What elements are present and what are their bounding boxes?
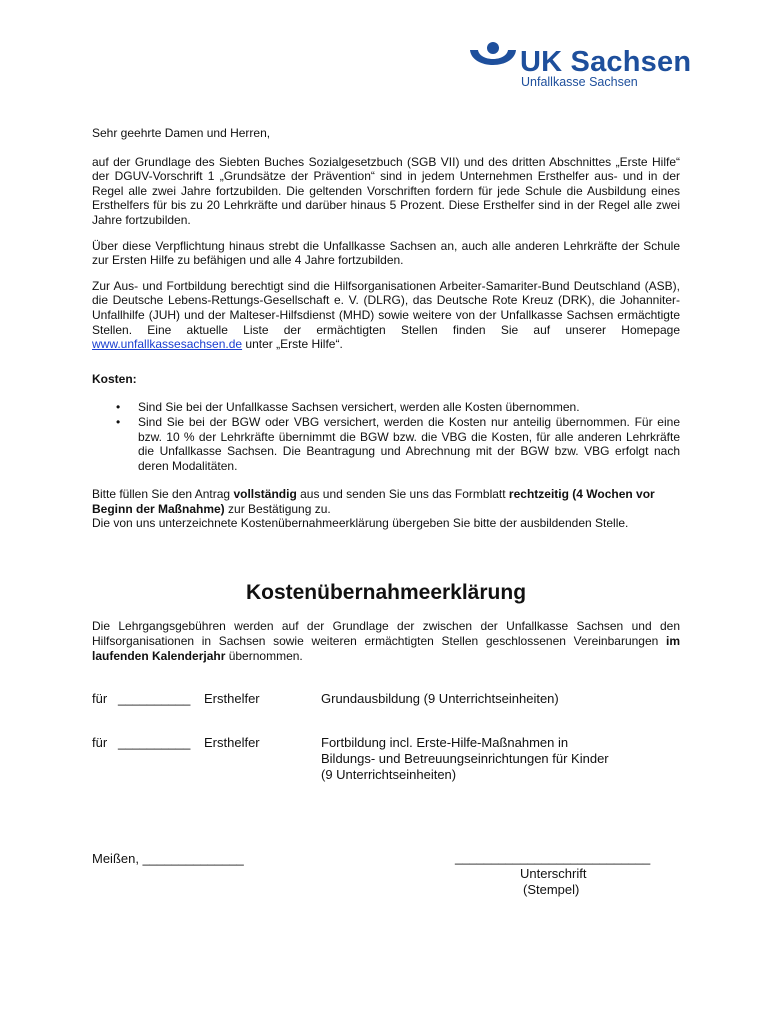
declaration-text-1: Die Lehrgangsgebühren werden auf der Grundlage der zwischen der Unfallkasse Sachsen und den Hilfsorganisationen in Sachsen sowie weiteren ermächtigten Stellen geschlossenen Vereinbarungen [92, 619, 680, 648]
instructions-text-3: zur Bestätigung zu. [224, 501, 331, 516]
paragraph-legal-basis: auf der Grundlage des Siebten Buches Sozialgesetzbuch (SGB VII) und des dritten Abschnittes „Erste Hilfe“ der DGUV-Vorschrift 1 „Grundsätze der Prävention“ sind in jedem Unternehmen Ersthelfer aus- und in der Regel alle zwei Jahre fortzubilden. Die geltenden Vorschriften fordern für jede Schule die Ausbildung eines Ersthelfers für bis zu 20 Lehrkräfte und darüber hinaus 5 Prozent. Diese Ersthelfer sind in der Regel alle zwei Jahre fortzubilden. [92, 154, 680, 227]
list-item [92, 415, 680, 473]
paragraph-organisations-text: Zur Aus- und Fortbildung berechtigt sind die Hilfsorganisationen Arbeiter-Samariter-Bund Deutschland (ASB), die Deutsche Lebens-Rettungs-Gesellschaft e. V. (DLRG), das Deutsche Rote Kreuz (DRK), die Johanniter-Unfallhilfe (JUH) und der Malteser-Hilfsdienst (MHD) sowie weitere von der Unfallkasse Sachsen ermächtigte Stellen. Eine aktuelle Liste der ermächtigten Stellen finden Sie auf unserer Homepage [92, 278, 680, 337]
paragraph-organisations [92, 279, 680, 352]
logo-subtitle: Unfallkasse Sachsen [521, 75, 638, 89]
list-item-text: Sind Sie bei der BGW oder VBG versichert, werden die Kosten nur anteilig übernommen. Für eine bzw. 10 % der Lehrkräfte übernimmt die BGW bzw. die VBG die Kosten, für alle anderen Lehrkräfte die Unfallkasse Sachsen. Die Beantragung und Abrechnung mit der BGW bzw. VBG erfolgt nach deren Modalitäten. [138, 414, 680, 473]
letter-body [92, 126, 680, 531]
row-prefix: für [92, 735, 108, 750]
stamp-label: (Stempel) [523, 882, 580, 897]
declaration-text [92, 619, 680, 664]
course-name-refresher-line1: Fortbildung incl. Erste-Hilfe-Maßnahmen in [321, 735, 569, 750]
paragraph-organisations-end: unter „Erste Hilfe“. [242, 337, 343, 352]
row-prefix: für [92, 691, 108, 706]
costs-heading [92, 372, 680, 387]
row-unit: Ersthelfer [204, 691, 260, 706]
signature-label: Unterschrift [520, 866, 587, 881]
declaration-title: Kostenübernahmeerklärung [245, 581, 527, 604]
paragraph-instructions [92, 487, 680, 516]
course-name-refresher-line3: (9 Unterrichtseinheiten) [321, 767, 457, 782]
count-field-basic[interactable]: __________ [118, 691, 191, 706]
declaration-text-2: übernommen. [225, 649, 303, 663]
row-unit: Ersthelfer [204, 735, 260, 750]
logo-mark-icon [468, 42, 518, 76]
costs-list [92, 400, 680, 473]
homepage-link[interactable]: www.unfallkassesachsen.de [92, 337, 243, 352]
instructions-bold-2: rechtzeitig (4 Wochen vor Beginn der Maßnahme) [92, 487, 655, 516]
paragraph-commitment: Über diese Verpflichtung hinaus strebt die Unfallkasse Sachsen an, auch alle anderen Lehrkräfte der Schule zur Ersten Hilfe zu befähigen und alle 4 Jahre fortzubilden. [92, 238, 680, 268]
list-item [92, 400, 680, 415]
costs-heading-text: Kosten: [92, 371, 137, 386]
paragraph-handover: Die von uns unterzeichnete Kostenübernahmeerklärung übergeben Sie bitte der ausbildenden Stelle. [92, 516, 629, 531]
instructions-text-2: aus und senden Sie uns das Formblatt [296, 487, 509, 502]
salutation: Sehr geehrte Damen und Herren, [92, 126, 271, 140]
list-item-text: Sind Sie bei der Unfallkasse Sachsen versichert, werden alle Kosten übernommen. [138, 400, 580, 415]
declaration-text-bold: im laufenden Kalenderjahr [92, 634, 680, 663]
uk-sachsen-logo [468, 42, 692, 90]
instructions-text-1: Bitte füllen Sie den Antrag [92, 487, 234, 502]
logo-wordmark: UK Sachsen [520, 46, 692, 78]
place-date-field[interactable]: Meißen, ______________ [92, 851, 244, 866]
course-name-basic: Grundausbildung (9 Unterrichtseinheiten) [321, 691, 559, 706]
course-name-refresher-line2: Bildungs- und Betreuungseinrichtungen für Kinder [321, 751, 609, 766]
bullet-icon: • [116, 414, 121, 429]
signature-line[interactable]: ___________________________ [455, 850, 651, 865]
count-field-refresher[interactable]: __________ [118, 735, 191, 750]
bullet-icon: • [116, 400, 121, 415]
instructions-bold-1: vollständig [233, 487, 297, 502]
